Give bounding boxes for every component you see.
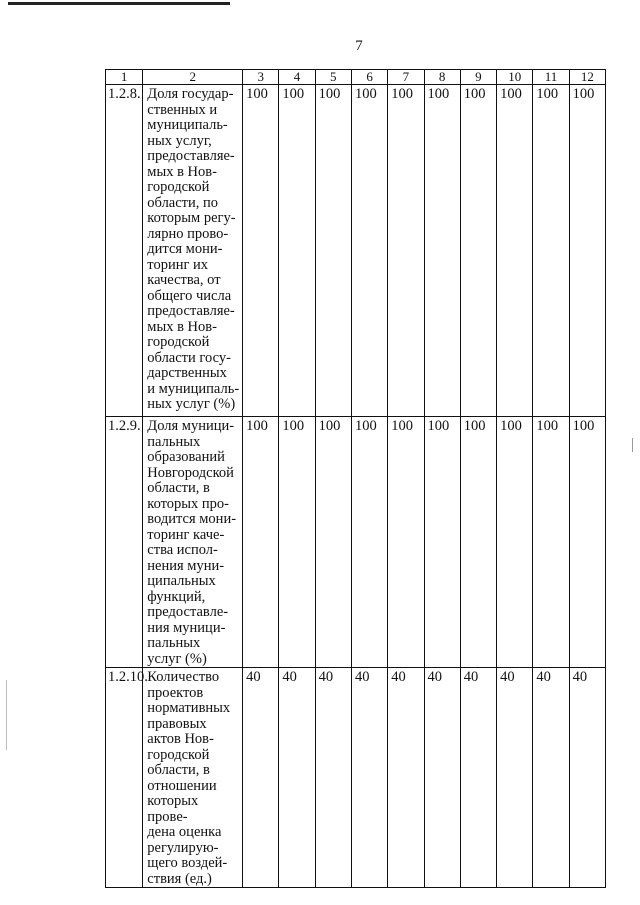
- indicator-name-line: городской: [147, 334, 210, 350]
- value-cell: 40: [497, 668, 533, 888]
- row-number: 1.2.9.: [106, 417, 143, 668]
- indicator-name-line: нения муни-: [147, 557, 225, 574]
- value-cell: 100: [388, 417, 424, 668]
- header-cell: 10: [497, 70, 533, 85]
- indicator-name-line: которым регу-: [147, 210, 236, 226]
- scan-edge-bar: [8, 2, 230, 5]
- value-cell: 40: [424, 668, 460, 888]
- value-cell: 100: [533, 417, 569, 668]
- indicator-name-line: ных услуг,: [147, 132, 212, 149]
- value-cell: 40: [460, 668, 496, 888]
- value-cell: 100: [315, 417, 351, 668]
- indicator-name-line: функций,: [147, 588, 206, 605]
- indicator-name-line: ства испол-: [147, 542, 218, 558]
- indicator-name-line: Количество: [147, 669, 220, 685]
- indicator-name-line: образований: [147, 449, 225, 465]
- header-row: [106, 70, 606, 85]
- indicator-name-line: ных услуг (%): [147, 396, 236, 412]
- value-cell: 100: [424, 417, 460, 668]
- indicator-name-line: регулирую-: [147, 839, 219, 856]
- indicator-name: [143, 668, 243, 888]
- value-cell: 40: [279, 668, 315, 888]
- value-cell: 100: [388, 85, 424, 417]
- indicator-name-line: ствия (ед.): [147, 870, 212, 887]
- row-number: 1.2.10.: [106, 668, 143, 888]
- value-cell: 100: [315, 85, 351, 417]
- indicator-name-line: щего воздей-: [147, 855, 228, 871]
- page-number: 7: [355, 38, 363, 54]
- indicator-name-line: ния муници-: [147, 619, 226, 636]
- value-cell: 100: [533, 85, 569, 417]
- indicator-name-line: отношении: [147, 777, 217, 794]
- indicator-name-line: предоставле-: [147, 604, 229, 620]
- indicator-name-line: нормативных: [147, 700, 231, 716]
- indicator-name: [143, 85, 243, 417]
- indicator-name-line: ственных и: [147, 101, 218, 118]
- indicator-name-line: ципальных: [147, 573, 216, 589]
- header-cell: 8: [424, 70, 460, 85]
- indicator-name-line: услуг (%): [147, 650, 207, 667]
- value-cell: 100: [351, 85, 387, 417]
- value-cell: 40: [569, 668, 605, 888]
- indicator-name-line: городской: [147, 179, 210, 195]
- header-cell: 4: [279, 70, 315, 85]
- value-cell: 100: [497, 85, 533, 417]
- indicator-name-line: водится мони-: [147, 511, 237, 527]
- indicator-name-line: и муниципаль-: [147, 380, 240, 397]
- indicator-name-line: муниципаль-: [147, 117, 228, 133]
- indicator-name-line: предоставляе-: [147, 303, 235, 319]
- indicator-name: [143, 417, 243, 668]
- header-cell: 6: [351, 70, 387, 85]
- indicator-name-line: Новгородской: [147, 464, 234, 481]
- header-cell: 3: [243, 70, 279, 85]
- table-row: [106, 668, 606, 888]
- header-cell: 5: [315, 70, 351, 85]
- indicator-name-line: Доля муници-: [147, 418, 235, 434]
- value-cell: 40: [243, 668, 279, 888]
- indicator-name-line: области, по: [147, 194, 219, 211]
- indicator-name-line: актов Нов-: [147, 731, 214, 747]
- indicator-name-line: дена оценка: [147, 824, 222, 840]
- value-cell: 40: [533, 668, 569, 888]
- header-cell: 2: [143, 70, 243, 85]
- indicator-name-line: пальных: [147, 433, 201, 450]
- indicator-name-line: мых в Нов-: [147, 318, 217, 335]
- header-cell: 11: [533, 70, 569, 85]
- header-cell: 7: [388, 70, 424, 85]
- indicator-name-line: качества, от: [147, 272, 221, 288]
- value-cell: 100: [460, 85, 496, 417]
- row-number: 1.2.8.: [106, 85, 143, 417]
- value-cell: 100: [497, 417, 533, 668]
- indicators-table: [105, 69, 606, 888]
- indicator-name-line: лярно прово-: [147, 225, 229, 242]
- header-cell: 12: [569, 70, 605, 85]
- indicator-name-line: дарственных: [147, 365, 227, 381]
- header-cell: 1: [106, 70, 143, 85]
- value-cell: 100: [351, 417, 387, 668]
- value-cell: 40: [388, 668, 424, 888]
- indicator-name-line: правовых: [147, 715, 207, 732]
- indicator-name-line: которых про-: [147, 495, 230, 512]
- indicator-name-line: торинг каче-: [147, 526, 225, 543]
- indicator-name-line: общего числа: [147, 287, 232, 304]
- indicator-name-line: торинг их: [147, 256, 209, 273]
- indicator-name-line: предоставляе-: [147, 148, 235, 164]
- value-cell: 100: [243, 85, 279, 417]
- indicator-name-line: Доля государ-: [147, 86, 234, 102]
- value-cell: 100: [424, 85, 460, 417]
- value-cell: 100: [279, 85, 315, 417]
- value-cell: 40: [351, 668, 387, 888]
- indicator-name-line: дится мони-: [147, 241, 223, 257]
- indicator-name-line: области госу-: [147, 349, 231, 366]
- value-cell: 100: [279, 417, 315, 668]
- indicator-name-line: области, в: [147, 480, 210, 496]
- value-cell: 100: [460, 417, 496, 668]
- scan-edge-mark: [6, 680, 7, 750]
- value-cell: 40: [315, 668, 351, 888]
- indicator-name-line: которых прове-: [147, 793, 199, 825]
- indicator-name-line: проектов: [147, 684, 204, 701]
- table-row: [106, 85, 606, 417]
- header-cell: 9: [460, 70, 496, 85]
- value-cell: 100: [569, 85, 605, 417]
- table-row: [106, 417, 606, 668]
- indicator-name-line: городской: [147, 746, 210, 763]
- scan-edge-mark: [632, 438, 633, 452]
- value-cell: 100: [569, 417, 605, 668]
- indicator-name-line: пальных: [147, 635, 201, 651]
- value-cell: 100: [243, 417, 279, 668]
- indicator-name-line: области, в: [147, 762, 210, 778]
- indicator-name-line: мых в Нов-: [147, 163, 217, 180]
